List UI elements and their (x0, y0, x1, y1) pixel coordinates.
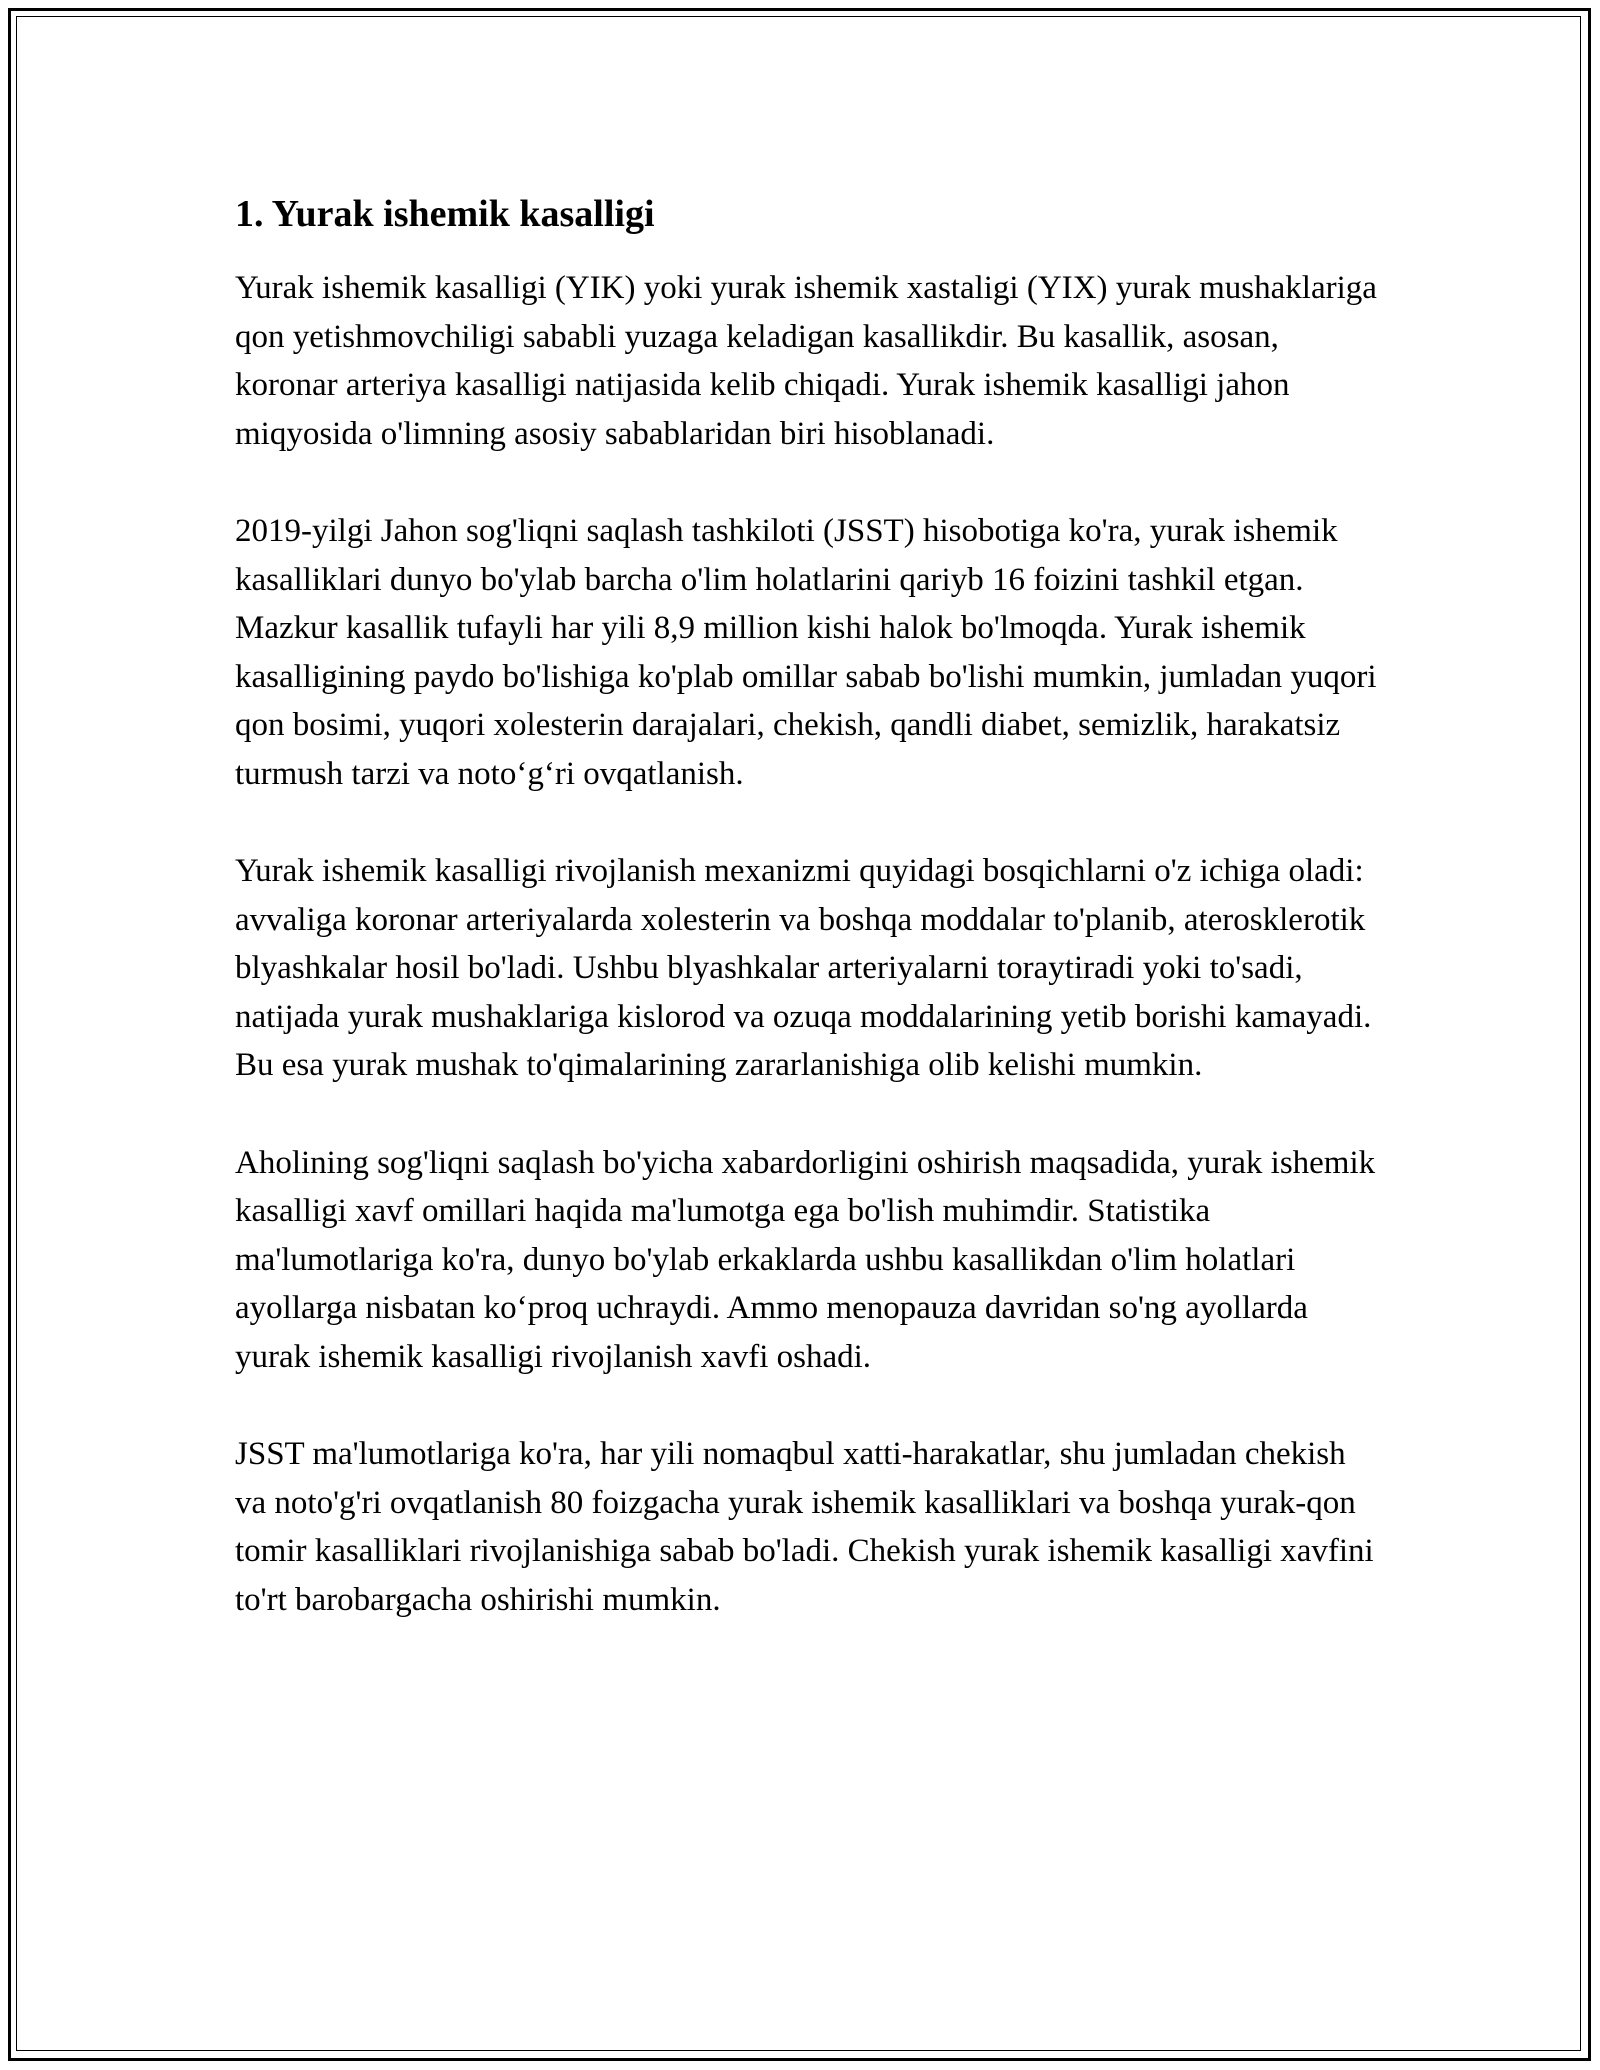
section-heading: 1. Yurak ishemik kasalligi (235, 193, 655, 235)
paragraph-awareness: Aholining sog'liqni saqlash bo'yicha xabardorligini oshirish maqsadida, yurak ishemik kasalligi xavf omillari haqida ma'lumotga ega bo'lish muhimdir. Statistika ma'lumotlariga ko'ra, dunyo bo'ylab erkaklarda ushbu kasallikdan o'lim holatlari ayollarga nisbatan ko‘proq uchraydi. Ammo menopauza davridan so'ng ayollarda yurak ishemik kasalligi rivojlanish xavfi oshadi. (235, 1144, 1376, 1375)
paragraph-mechanism: Yurak ishemik kasalligi rivojlanish mexanizmi quyidagi bosqichlarni o'z ichiga oladi: avvaliga koronar arteriyalarda xolesterin va boshqa moddalar to'planib, aterosklerotik blyashkalar hosil bo'ladi. Ushbu blyashkalar arteriyalarni toraytiradi yoki to'sadi, natijada yurak mushaklariga kislorod va ozuqa moddalarining yetib borishi kamayadi. Bu esa yurak mushak to'qimalarining zararlanishiga olib kelishi mumkin. (235, 853, 1372, 1083)
paragraph-intro: Yurak ishemik kasalligi (YIK) yoki yurak ishemik xastaligi (YIX) yurak mushaklariga qon yetishmovchiligi sababli yuzaga keladigan kasallikdir. Bu kasallik, asosan, koronar arteriya kasalligi natijasida kelib chiqadi. Yurak ishemik kasalligi jahon miqyosida o'limning asosiy sabablaridan biri hisoblanadi. (235, 270, 1377, 452)
paragraph-risk-factors: JSST ma'lumotlariga ko'ra, har yili nomaqbul xatti-harakatlar, shu jumladan chekish va noto'g'ri ovqatlanish 80 foizgacha yurak ishemik kasalliklari va boshqa yurak-qon tomir kasalliklari rivojlanishiga sabab bo'ladi. Chekish yurak ishemik kasalligi xavfini to'rt barobargacha oshirishi mumkin. (235, 1436, 1374, 1618)
document-body (235, 186, 1380, 1673)
paragraph-statistics: 2019-yilgi Jahon sog'liqni saqlash tashkiloti (JSST) hisobotiga ko'ra, yurak ishemik kasalliklari dunyo bo'ylab barcha o'lim holatlarini qariyb 16 foizini tashkil etgan. Mazkur kasallik tufayli har yili 8,9 million kishi halok bo'lmoqda. Yurak ishemik kasalligining paydo bo'lishiga ko'plab omillar sabab bo'lishi mumkin, jumladan yuqori qon bosimi, yuqori xolesterin darajalari, chekish, qandli diabet, semizlik, harakatsiz turmush tarzi va noto‘g‘ri ovqatlanish. (235, 513, 1377, 792)
